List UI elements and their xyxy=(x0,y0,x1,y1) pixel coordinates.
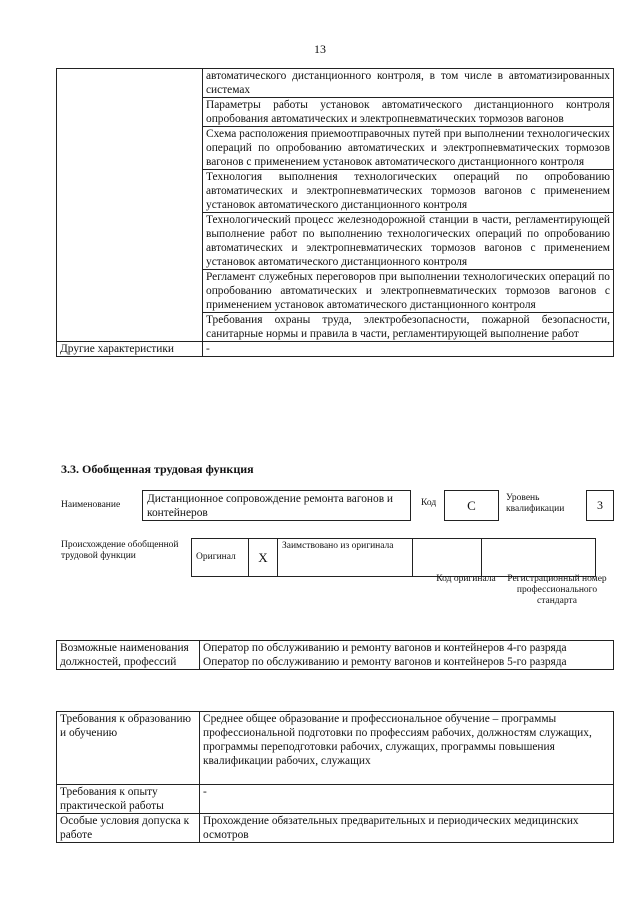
characteristic-item: Параметры работы установок автоматического дистанционного контроля опробования автоматических и электропневматических тормозов вагонов xyxy=(203,98,614,127)
table-row xyxy=(57,712,614,785)
table-row xyxy=(57,641,614,670)
table-row xyxy=(57,342,614,357)
characteristic-item: Требования охраны труда, электробезопасности, пожарной безопасности, санитарные нормы и правила в части, регламентирующей выполнение работ xyxy=(203,313,614,342)
characteristic-item: Регламент служебных переговоров при выполнении технологических операций по опробованию автоматических и электропневматических тормозов вагонов с применением установок автоматического дистанционного контроля xyxy=(203,270,614,313)
positions-label: Возможные наименования должностей, профессий xyxy=(57,641,200,670)
qualification-level-value: 3 xyxy=(586,490,614,521)
page-number: 13 xyxy=(314,42,326,56)
code-value: C xyxy=(444,490,499,521)
qualification-level-label: Уровень квалификации xyxy=(506,493,565,514)
position-item: Оператор по обслуживанию и ремонту вагонов и контейнеров 4-го разряда xyxy=(203,642,567,654)
characteristic-item: Технология выполнения технологических операций по опробованию автоматических и электропневматических тормозов вагонов с применением установок автоматического дистанционного контроля xyxy=(203,170,614,213)
characteristic-item: Технологический процесс железнодорожной станции в части, регламентирующей выполнение работ по выполнению технологических операций по опробованию автоматических и электропневматических тормозов вагонов с применением установок автоматического дистанционного контроля xyxy=(203,213,614,270)
education-value: Среднее общее образование и профессиональное обучение – программы профессиональной подготовки по профессиям рабочих, должностям служащих, программы переподготовки рабочих, служащих, программы повышения квалификации рабочих, служащих xyxy=(200,712,614,785)
characteristic-item: Схема расположения приемоотправочных путей при выполнении технологических операций по опробованию автоматических и электропневматических тормозов вагонов с применением установок автоматического дистанционного контроля xyxy=(203,127,614,170)
experience-label: Требования к опыту практической работы xyxy=(57,785,200,814)
positions-table xyxy=(56,640,614,670)
other-characteristics-value: - xyxy=(203,342,614,357)
admission-value: Прохождение обязательных предварительных и периодических медицинских осмотров xyxy=(200,814,614,843)
original-label: Оригинал xyxy=(192,539,249,577)
table-row xyxy=(57,785,614,814)
name-value: Дистанционное сопровождение ремонта вагонов и контейнеров xyxy=(142,490,411,521)
position-item: Оператор по обслуживанию и ремонту вагонов и контейнеров 5-го разряда xyxy=(203,656,567,668)
requirements-table xyxy=(56,711,614,843)
admission-label: Особые условия допуска к работе xyxy=(57,814,200,843)
code-original-label: Код оригинала xyxy=(436,574,496,584)
table-row xyxy=(192,539,596,577)
table-row xyxy=(57,69,614,98)
reg-number-cell xyxy=(482,539,596,577)
other-characteristics-label: Другие характеристики xyxy=(57,342,203,357)
experience-value: - xyxy=(200,785,614,814)
section-heading: 3.3. Обобщенная трудовая функция xyxy=(61,462,254,476)
origin-label: Происхождение обобщенной трудовой функции xyxy=(61,540,179,561)
origin-table xyxy=(191,538,596,577)
reg-number-label: Регистрационный номер профессионального стандарта xyxy=(507,574,607,606)
education-label: Требования к образованию и обучению xyxy=(57,712,200,785)
code-original-cell xyxy=(413,539,482,577)
original-mark: X xyxy=(249,539,278,577)
borrowed-label: Заимствовано из оригинала xyxy=(278,539,413,577)
characteristic-item: автоматического дистанционного контроля, в том числе в автоматизированных системах xyxy=(203,69,614,98)
code-label: Код xyxy=(421,498,437,508)
row-label-empty xyxy=(57,69,203,342)
name-label: Наименование xyxy=(61,500,121,510)
table-row xyxy=(57,814,614,843)
characteristics-table xyxy=(56,68,614,357)
